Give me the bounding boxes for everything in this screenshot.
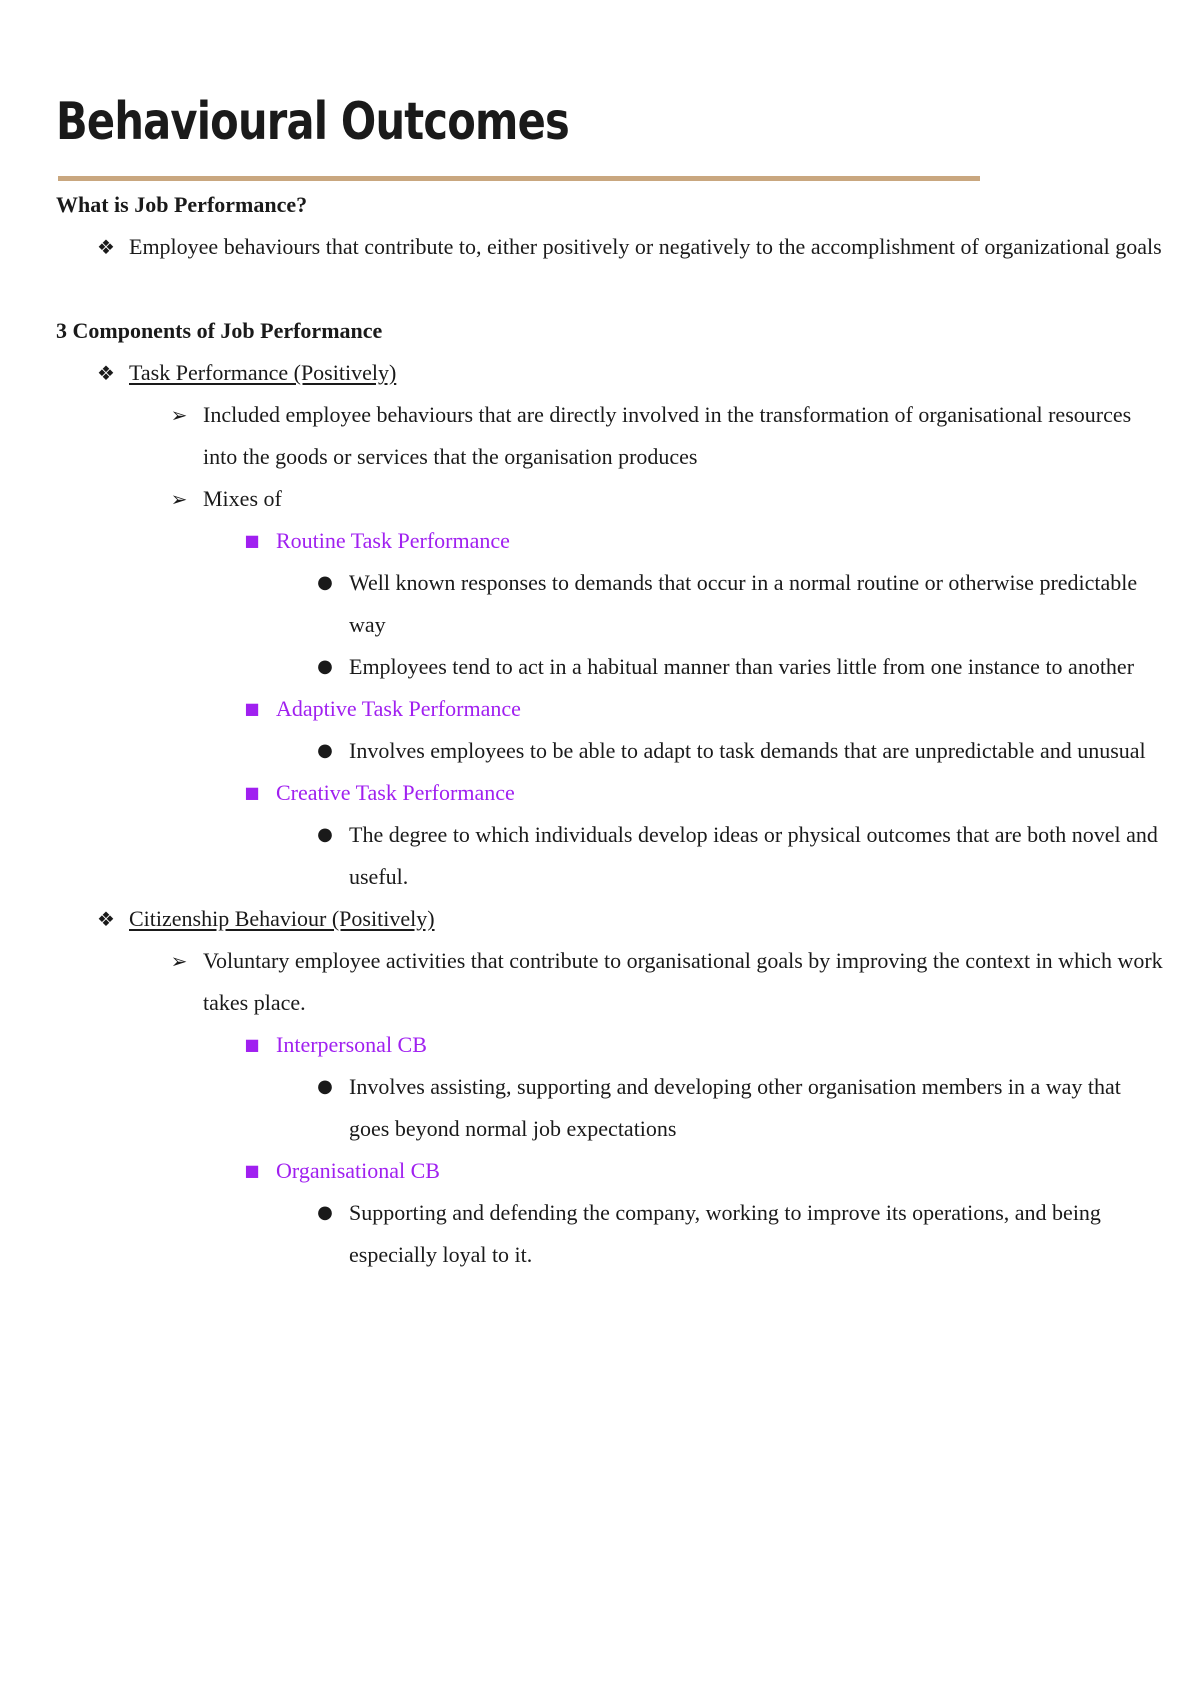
dot-bullet-icon: ● — [317, 656, 333, 677]
list-item — [56, 394, 1166, 478]
square-bullet-icon: ■ — [244, 531, 260, 550]
dot-bullet-icon: ● — [317, 1076, 333, 1097]
list-item-creative-task — [56, 772, 1166, 814]
list-item-task-performance — [56, 352, 1166, 394]
dot-bullet-icon: ● — [317, 572, 333, 593]
bullet-text: The degree to which individuals develop ideas or physical outcomes that are both novel and useful. — [349, 822, 1158, 889]
task-performance-description: Included employee behaviours that are directly involved in the transformation of organisational resources into the goods or services that the organisation produces — [203, 402, 1132, 469]
mixes-of-label: Mixes of — [203, 486, 282, 511]
list-item — [56, 478, 1166, 520]
list-item-organisational-cb — [56, 1150, 1166, 1192]
task-performance-label: Task Performance (Positively) — [129, 360, 397, 385]
section-heading-components: 3 Components of Job Performance — [56, 318, 383, 343]
arrowhead-bullet-icon: ➢ — [170, 403, 188, 427]
diamond-bullet-icon: ❖ — [97, 907, 115, 931]
list-item — [56, 730, 1166, 772]
adaptive-task-label: Adaptive Task Performance — [276, 696, 521, 721]
list-item — [56, 226, 1166, 268]
square-bullet-icon: ■ — [244, 1161, 260, 1180]
organisational-cb-label: Organisational CB — [276, 1158, 440, 1183]
arrowhead-bullet-icon: ➢ — [170, 949, 188, 973]
dot-bullet-icon: ● — [317, 824, 333, 845]
list-item-routine-task — [56, 520, 1166, 562]
diamond-bullet-icon: ❖ — [97, 361, 115, 385]
bullet-text: Involves employees to be able to adapt to task demands that are unpredictable and unusual — [349, 738, 1146, 763]
bullet-text: Involves assisting, supporting and developing other organisation members in a way that goes beyond normal job expectations — [349, 1074, 1121, 1141]
section-heading-job-performance: What is Job Performance? — [56, 192, 308, 217]
interpersonal-cb-label: Interpersonal CB — [276, 1032, 427, 1057]
diamond-bullet-icon: ❖ — [97, 235, 115, 259]
list-item-adaptive-task — [56, 688, 1166, 730]
dot-bullet-icon: ● — [317, 740, 333, 761]
citizenship-description: Voluntary employee activities that contribute to organisational goals by improving the context in which work takes place. — [203, 948, 1163, 1015]
document-body — [56, 184, 1166, 1276]
list-item-citizenship-behaviour — [56, 898, 1166, 940]
dot-bullet-icon: ● — [317, 1202, 333, 1223]
list-item — [56, 562, 1166, 646]
title-underline-rule — [58, 176, 980, 181]
page-title: Behavioural Outcomes — [56, 92, 569, 152]
creative-task-label: Creative Task Performance — [276, 780, 515, 805]
arrowhead-bullet-icon: ➢ — [170, 487, 188, 511]
square-bullet-icon: ■ — [244, 783, 260, 802]
citizenship-behaviour-label: Citizenship Behaviour (Positively) — [129, 906, 435, 931]
bullet-text: Employees tend to act in a habitual manner than varies little from one instance to another — [349, 654, 1135, 679]
bullet-text: Supporting and defending the company, working to improve its operations, and being especially loyal to it. — [349, 1200, 1101, 1267]
list-item — [56, 940, 1166, 1024]
list-item — [56, 646, 1166, 688]
square-bullet-icon: ■ — [244, 699, 260, 718]
bullet-text: Employee behaviours that contribute to, either positively or negatively to the accomplishment of organizational goals — [129, 234, 1162, 259]
routine-task-label: Routine Task Performance — [276, 528, 510, 553]
list-item — [56, 1192, 1166, 1276]
list-item — [56, 814, 1166, 898]
bullet-text: Well known responses to demands that occur in a normal routine or otherwise predictable way — [349, 570, 1138, 637]
list-item-interpersonal-cb — [56, 1024, 1166, 1066]
square-bullet-icon: ■ — [244, 1035, 260, 1054]
list-item — [56, 1066, 1166, 1150]
